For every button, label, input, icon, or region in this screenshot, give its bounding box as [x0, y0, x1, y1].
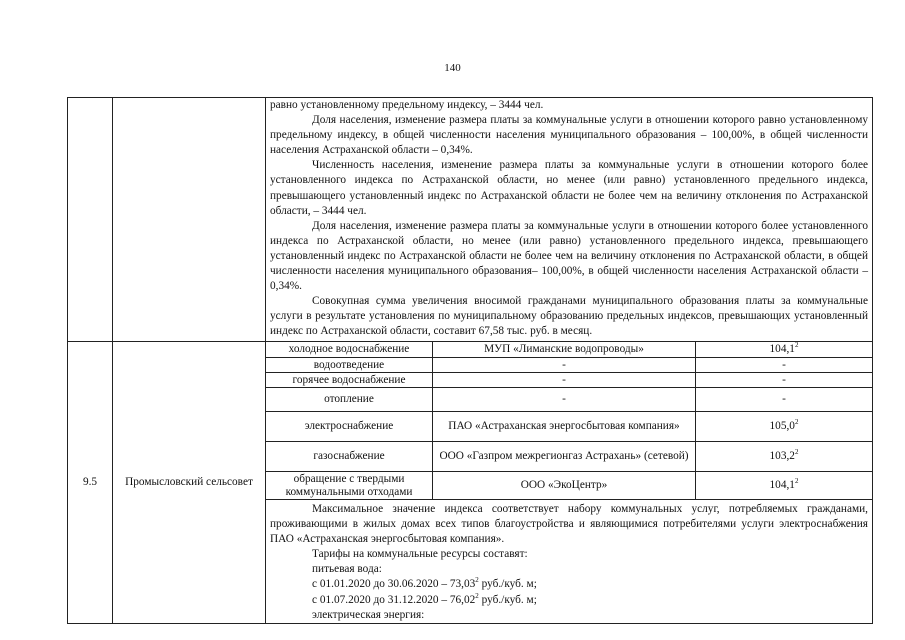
index-table [67, 97, 873, 624]
service-provider: МУП «Лиманские водопроводы» [433, 342, 696, 358]
service-row [266, 412, 872, 442]
paragraph: Совокупная сумма увеличения вносимой гражданами муниципального образования платы за коммунальные услуги в результате установления по муниципальному образованию предельных индексов, превышающих установленный индекс по Астраханской области, составит 67,58 тыс. руб. в месяц. [270, 295, 868, 338]
table-row-previous [68, 98, 873, 342]
service-row [266, 358, 872, 373]
paragraph: Доля населения, изменение размера платы за коммунальные услуги в отношении которого более установленного индекса по Астраханской области, но менее (или равно) установленного предельного индекса, превышающего установленный индекс по Астраханской области не более чем на величину отклонения по Астраханской области, в общей численности населения муниципального образования– 100,00%, в общей численности населения Астраханской области – 0,34%. [270, 219, 868, 293]
service-name: водоотведение [266, 358, 433, 373]
tariff-line: с 01.01.2020 до 30.06.2020 – 73,03$^2$ руб./куб. м; [312, 576, 537, 591]
services-table [266, 342, 872, 501]
service-name: электроснабжение [266, 412, 433, 442]
paragraph: электрическая энергия: [312, 608, 425, 621]
paragraph: Максимальное значение индекса соответствует набору коммунальных услуг, потребляемых гражданами, проживающими в жилых домах всех типов благоустройства и являющимися потребителями услуги электроснабжения ПАО «Астраханская энергосбытовая компания». [270, 503, 868, 546]
service-name: холодное водоснабжение [266, 342, 433, 358]
service-row [266, 388, 872, 412]
service-index: - [696, 358, 873, 373]
service-provider: - [433, 388, 696, 412]
paragraph: Тарифы на коммунальные ресурсы составят: [312, 548, 528, 561]
service-provider: ПАО «Астраханская энергосбытовая компания» [433, 412, 696, 442]
description-cell [266, 98, 873, 342]
table-row-9-5 [68, 341, 873, 623]
municipality-cell-empty [113, 98, 266, 342]
service-provider: ООО «ЭкоЦентр» [433, 472, 696, 500]
service-provider: - [433, 358, 696, 373]
service-index: 104,1$^2$ [696, 472, 873, 500]
service-row [266, 472, 872, 500]
service-name: отопление [266, 388, 433, 412]
tariff-description [266, 500, 872, 623]
service-index: 104,1$^2$ [696, 342, 873, 358]
service-index: - [696, 373, 873, 388]
service-name: газоснабжение [266, 442, 433, 472]
service-name: горячее водоснабжение [266, 373, 433, 388]
service-index: 105,0$^2$ [696, 412, 873, 442]
paragraph: Доля населения, изменение размера платы за коммунальные услуги в отношении которого равно установленному предельному индексу, в общей численности населения муниципального образования – 100,00%, в общей численности населения Астраханской области – 0,34%. [270, 114, 868, 157]
service-row [266, 373, 872, 388]
service-provider: - [433, 373, 696, 388]
row-number: 9.5 [68, 341, 113, 623]
paragraph: Численность населения, изменение размера платы за коммунальные услуги в отношении которого более установленного индекса по Астраханской области, но менее (или равно) установленного предельного индекса, превышающего установленный индекс по Астраханской области не более чем на величину отклонения по Астраханской области, – 3444 чел. [270, 159, 868, 217]
service-name: обращение с твердыми коммунальными отходами [266, 472, 433, 500]
row-number-cell-empty [68, 98, 113, 342]
service-provider: ООО «Газпром межрегионгаз Астрахань» (сетевой) [433, 442, 696, 472]
municipality-name: Промысловский сельсовет [113, 341, 266, 623]
service-row [266, 442, 872, 472]
paragraph: питьевая вода: [312, 563, 382, 576]
paragraph: равно установленному предельному индексу, – 3444 чел. [270, 99, 544, 111]
service-index: - [696, 388, 873, 412]
page-number: 140 [444, 62, 461, 74]
service-row [266, 342, 872, 358]
services-cell [266, 341, 873, 623]
service-index: 103,2$^2$ [696, 442, 873, 472]
tariff-line: с 01.07.2020 до 31.12.2020 – 76,02$^2$ руб./куб. м; [312, 591, 537, 606]
